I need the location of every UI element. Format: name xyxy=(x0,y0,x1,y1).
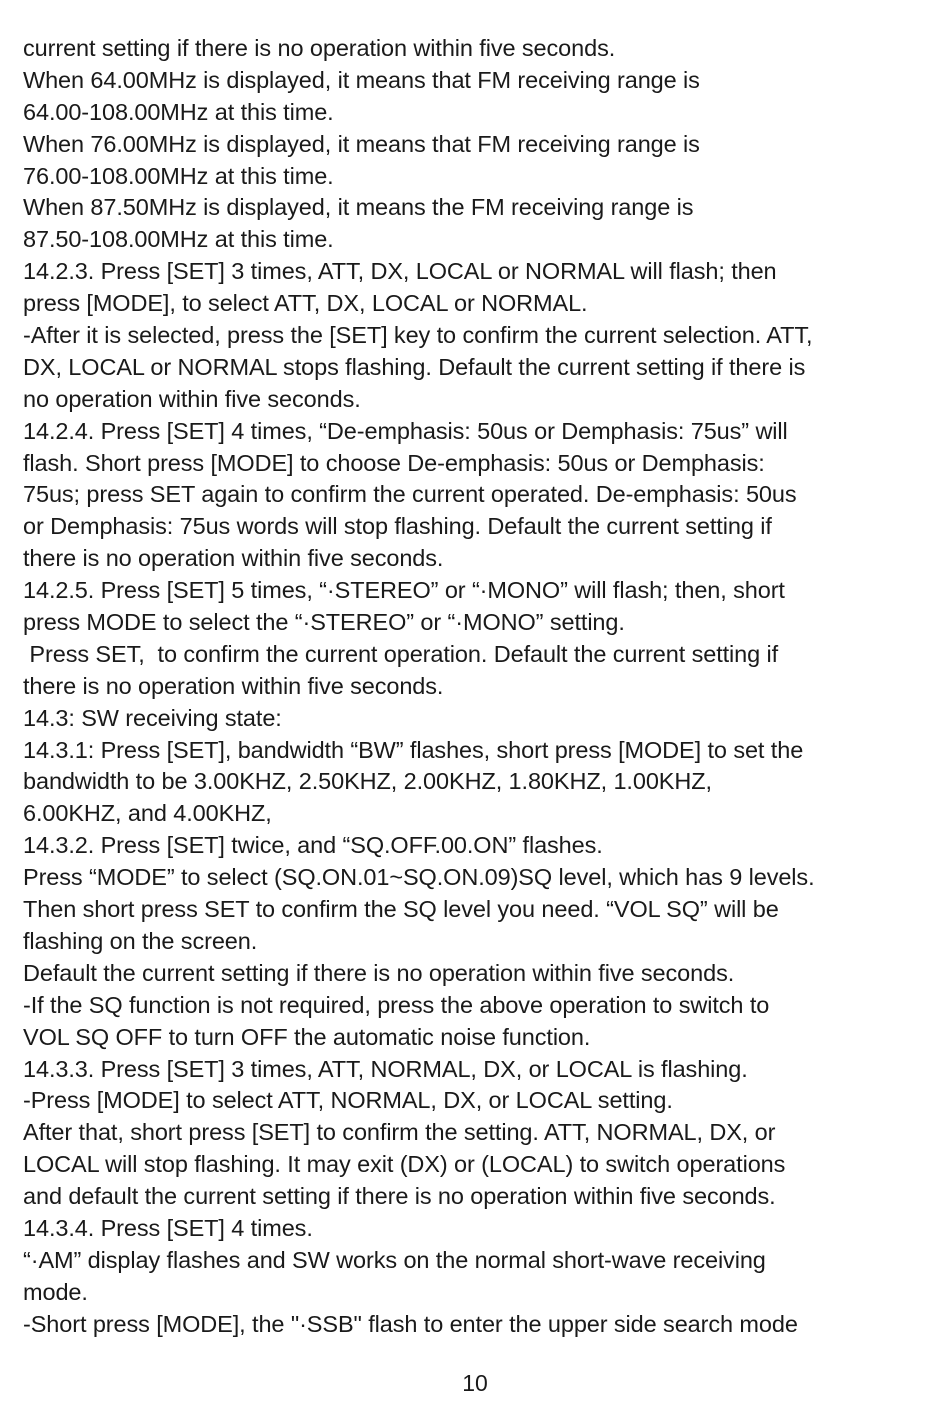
text-line: there is no operation within five seconds. xyxy=(23,545,444,572)
text-line: 14.3: SW receiving state: xyxy=(23,704,282,731)
text-line: After that, short press [SET] to confirm the setting. ATT, NORMAL, DX, or xyxy=(23,1119,776,1146)
text-line: VOL SQ OFF to turn OFF the automatic noise function. xyxy=(23,1023,591,1050)
text-line: and default the current setting if there is no operation within five seconds. xyxy=(23,1183,776,1210)
text-line: current setting if there is no operation within five seconds. xyxy=(23,35,616,61)
text-line: “·AM” display flashes and SW works on the normal short-wave receiving xyxy=(23,1246,766,1273)
text-line: 14.2.5. Press [SET] 5 times, “·STEREO” or “·MONO” will flash; then, short xyxy=(23,577,785,604)
text-line: press MODE to select the “·STEREO” or “·MONO” setting. xyxy=(23,609,625,636)
text-line: press [MODE], to select ATT, DX, LOCAL or NORMAL. xyxy=(23,290,588,317)
text-line: 64.00-108.00MHz at this time. xyxy=(23,98,334,125)
text-line: Default the current setting if there is no operation within five seconds. xyxy=(23,959,735,986)
text-line: 87.50-108.00MHz at this time. xyxy=(23,226,334,253)
text-line: Then short press SET to confirm the SQ level you need. “VOL SQ” will be xyxy=(23,896,779,923)
text-line: 14.3.2. Press [SET] twice, and “SQ.OFF.00.ON” flashes. xyxy=(23,832,603,859)
text-line: 14.3.3. Press [SET] 3 times, ATT, NORMAL, DX, or LOCAL is flashing. xyxy=(23,1055,748,1082)
text-line: Press “MODE” to select (SQ.ON.01~SQ.ON.09)SQ level, which has 9 levels. xyxy=(23,864,815,891)
text-line: bandwidth to be 3.00KHZ, 2.50KHZ, 2.00KHZ, 1.80KHZ, 1.00KHZ, xyxy=(23,768,712,795)
text-line: 14.2.4. Press [SET] 4 times, “De-emphasis: 50us or Demphasis: 75us” will xyxy=(23,417,788,444)
page-number: 10 xyxy=(462,1370,488,1396)
text-line: 75us; press SET again to confirm the current operated. De-emphasis: 50us xyxy=(23,481,797,508)
text-line: -After it is selected, press the [SET] key to confirm the current selection. ATT, xyxy=(23,322,813,349)
text-line: 14.3.1: Press [SET], bandwidth “BW” flashes, short press [MODE] to set the xyxy=(23,736,804,763)
text-line: DX, LOCAL or NORMAL stops flashing. Default the current setting if there is xyxy=(23,353,806,380)
text-line: -Press [MODE] to select ATT, NORMAL, DX, or LOCAL setting. xyxy=(23,1087,673,1114)
manual-body-text xyxy=(23,33,933,1341)
text-line: mode. xyxy=(23,1278,88,1305)
text-line: 14.3.4. Press [SET] 4 times. xyxy=(23,1214,313,1241)
text-line: -If the SQ function is not required, press the above operation to switch to xyxy=(23,991,770,1018)
text-line: flash. Short press [MODE] to choose De-emphasis: 50us or Demphasis: xyxy=(23,449,765,476)
text-line: 14.2.3. Press [SET] 3 times, ATT, DX, LOCAL or NORMAL will flash; then xyxy=(23,258,777,285)
text-line: there is no operation within five seconds. xyxy=(23,672,444,699)
text-line: When 64.00MHz is displayed, it means that FM receiving range is xyxy=(23,66,700,93)
text-line: Press SET, to confirm the current operation. Default the current setting if xyxy=(23,640,779,667)
text-line: LOCAL will stop flashing. It may exit (DX) or (LOCAL) to switch operations xyxy=(23,1151,786,1178)
text-line: or Demphasis: 75us words will stop flashing. Default the current setting if xyxy=(23,513,772,540)
text-line: When 87.50MHz is displayed, it means the FM receiving range is xyxy=(23,194,694,221)
text-line: -Short press [MODE], the "·SSB" flash to enter the upper side search mode xyxy=(23,1310,798,1337)
text-line: 76.00-108.00MHz at this time. xyxy=(23,162,334,189)
text-line: When 76.00MHz is displayed, it means that FM receiving range is xyxy=(23,130,700,157)
text-line: no operation within five seconds. xyxy=(23,385,361,412)
text-line: flashing on the screen. xyxy=(23,927,258,954)
text-line: 6.00KHZ, and 4.00KHZ, xyxy=(23,800,272,827)
